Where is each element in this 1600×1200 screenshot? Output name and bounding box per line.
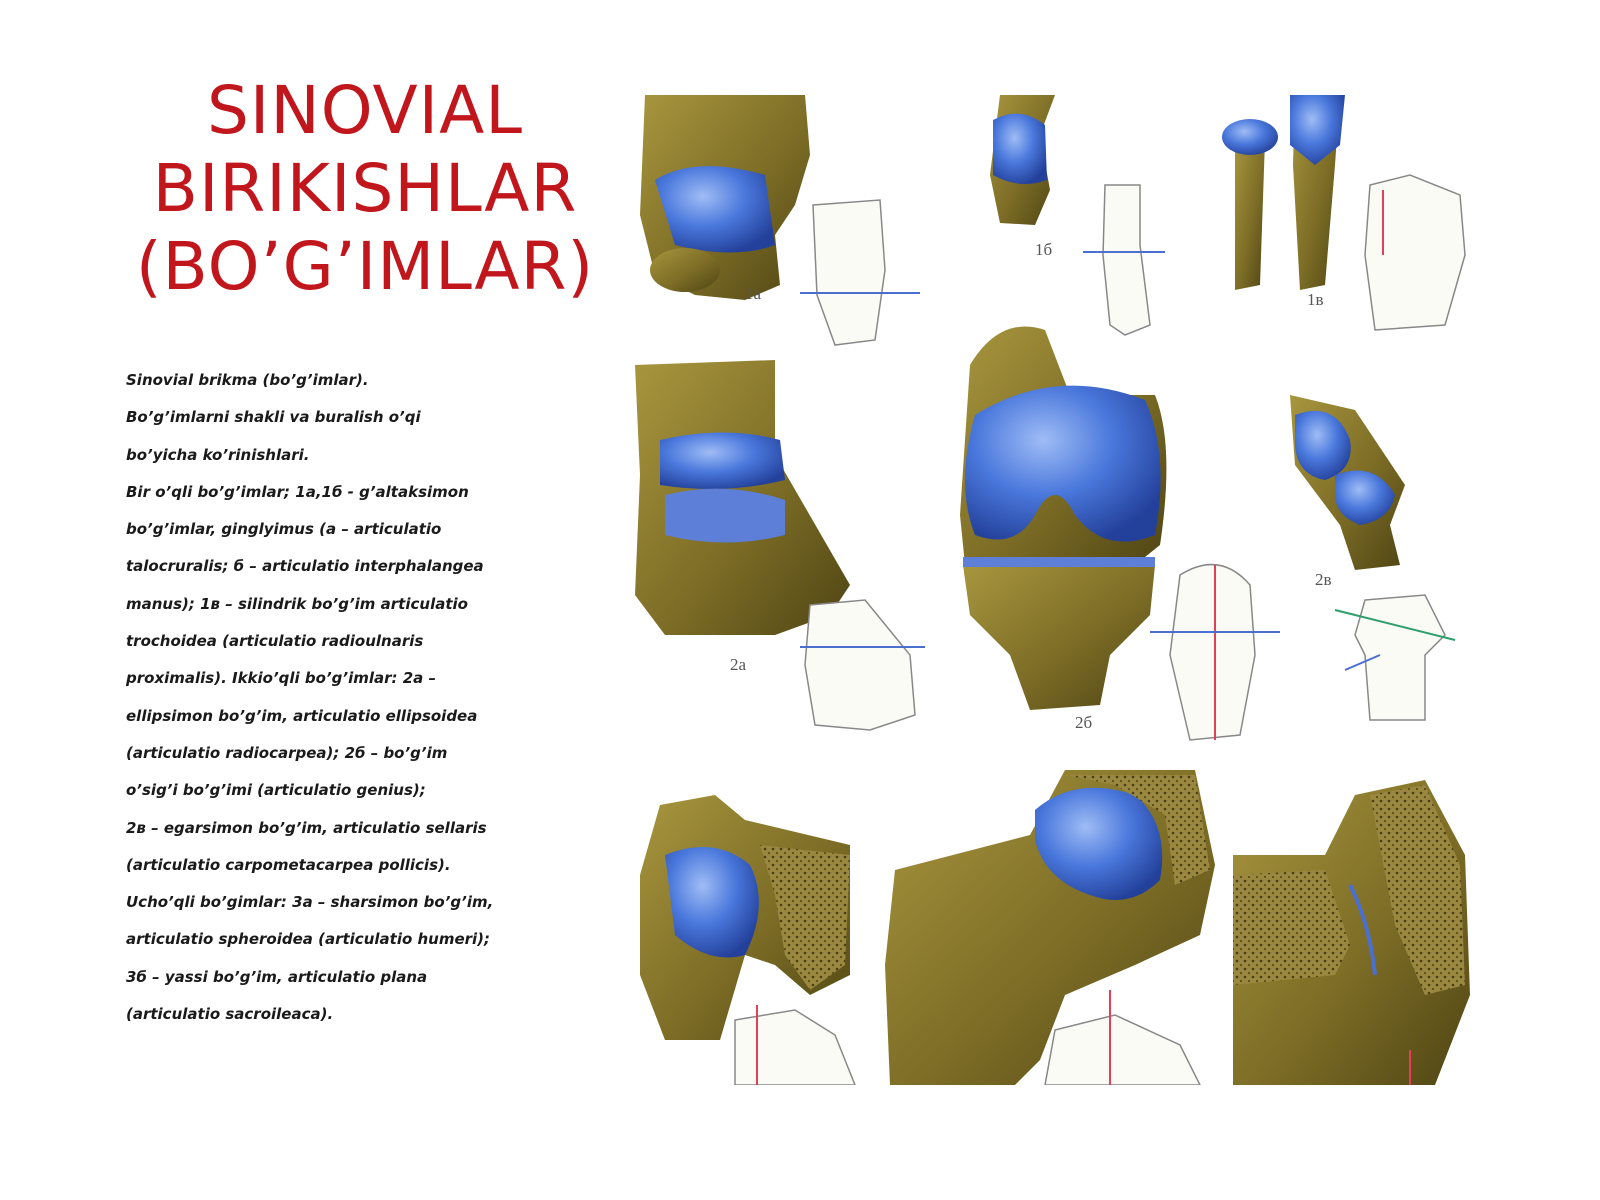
slide-title xyxy=(120,72,610,306)
caption-line: (articulatio radiocarpea); 2б – bo’g’im xyxy=(126,743,448,762)
caption-line: ellipsimon bo’g’im, articulatio ellipsoidea xyxy=(126,706,478,725)
caption-text xyxy=(126,362,494,1033)
label-2v: 2в xyxy=(1315,570,1332,589)
caption-line: Sinovial brikma (bo’g’imlar). xyxy=(126,371,369,389)
caption-line: trochoidea (articulatio radioulnaris xyxy=(126,632,424,651)
joint-1v-radioulnar xyxy=(1222,95,1465,330)
joint-1a-talocrural xyxy=(640,95,920,345)
joint-3b-sacroiliac xyxy=(1233,780,1470,1085)
caption-line: Bo’g’imlarni shakli va buralish o’qi xyxy=(126,408,421,427)
title-line-3: (BO’G’IMLAR) xyxy=(135,228,595,305)
joint-2a-radiocarpal xyxy=(635,360,925,730)
caption-line: 2в – egarsimon bo’g’im, articulatio sellaris xyxy=(126,818,487,837)
joint-3a-shoulder xyxy=(640,795,855,1085)
caption-line: proximalis). Ikkio’qli bo’g’imlar: 2a – xyxy=(126,669,437,688)
title-line-1: SINOVIAL xyxy=(206,72,524,149)
caption-line: (articulatio sacroileaca). xyxy=(126,1005,334,1024)
caption-line: 3б – yassi bo’g’im, articulatio plana xyxy=(126,967,428,986)
joint-3a-hip xyxy=(885,770,1215,1085)
joint-1b-interphalangeal xyxy=(990,95,1165,335)
label-1b: 1б xyxy=(1035,240,1053,259)
label-1a: 1a xyxy=(745,284,762,303)
label-2a: 2a xyxy=(730,655,747,674)
caption-line: bo’g’imlar, ginglyimus (a – articulatio xyxy=(126,520,442,539)
caption-line: Ucho’qli bo’gimlar: 3a – sharsimon bo’g’im, xyxy=(126,893,494,912)
caption-line: (articulatio carpometacarpea pollicis). xyxy=(126,855,451,874)
label-1v: 1в xyxy=(1307,290,1324,309)
joint-2v-saddle xyxy=(1290,395,1455,720)
joint-2b-knee xyxy=(960,327,1280,740)
caption-line: manus); 1в – silindrik bo’g’im articulatio xyxy=(126,594,468,613)
title-line-2: BIRIKISHLAR xyxy=(152,150,578,227)
caption-line: bo’yicha ko’rinishlari. xyxy=(126,445,310,464)
joints-illustration xyxy=(635,95,1505,1085)
caption-line: articulatio spheroidea (articulatio humeri); xyxy=(126,930,491,949)
label-2b: 2б xyxy=(1075,713,1093,732)
caption-line: Bir o’qli bo’g’imlar; 1a,1б - g’altaksimon xyxy=(126,482,469,501)
caption-line: o’sig’i bo’g’imi (articulatio genius); xyxy=(126,781,426,800)
caption-line: talocruralis; б – articulatio interphalangea xyxy=(126,557,484,576)
